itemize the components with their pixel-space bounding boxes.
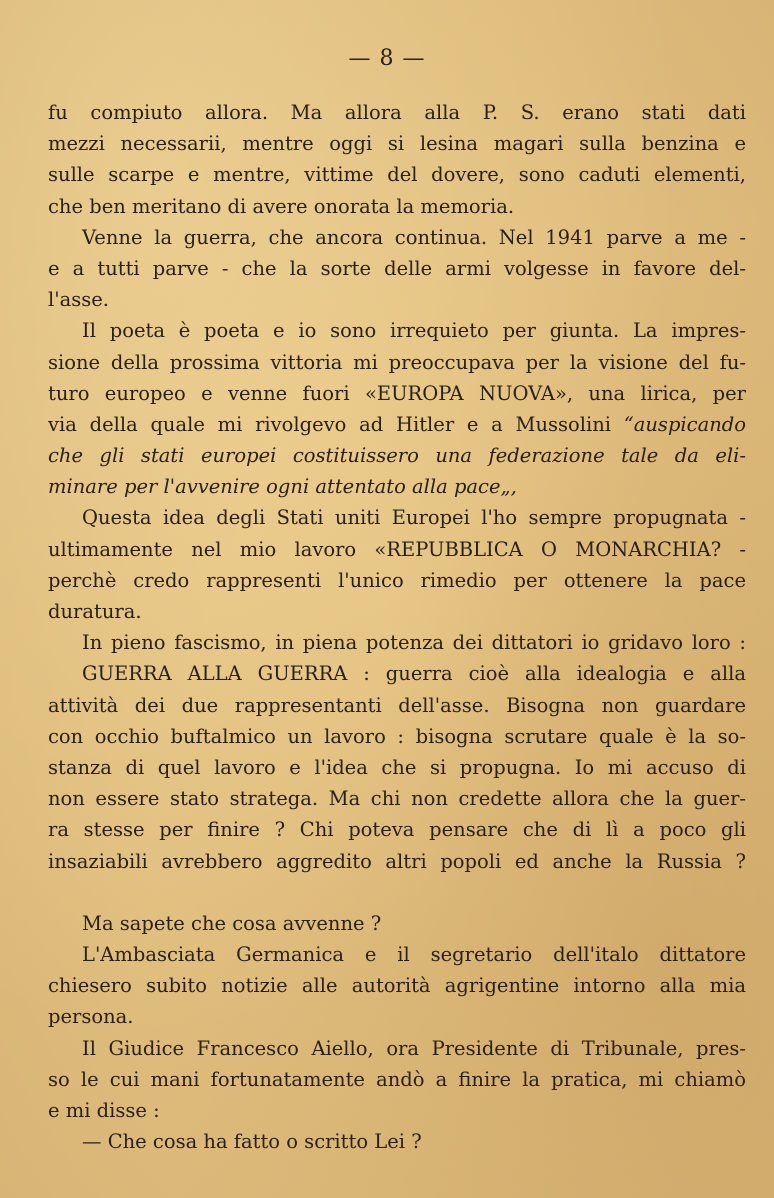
text-line: duratura.: [48, 600, 142, 623]
text-line: non essere stato stratega. Ma chi non credette allora che la guer-: [48, 787, 746, 811]
text-line: mezzi necessarii, mentre oggi si lesina magari sulla benzina e: [48, 132, 746, 156]
text-line: ra stesse per finire ? Chi poteva pensare che di lì a poco gli: [48, 818, 746, 842]
text-line: so le cui mani fortunatamente andò a finire la pratica, mi chiamò: [48, 1067, 746, 1091]
text-line: sulle scarpe e mentre, vittime del dovere, sono caduti elementi,: [48, 163, 746, 187]
text-line: fu compiuto allora. Ma allora alla P. S. erano stati dati: [48, 101, 746, 124]
text-line-italic: che gli stati europei costituissero una federazione tale da eli-: [48, 444, 746, 468]
text-roman: via della quale mi rivolgevo ad Hitler e a Mussolini: [48, 412, 624, 436]
body-text: [48, 97, 746, 1157]
text-line: sione della prossima vittoria mi preoccupava per la visione del fu-: [48, 350, 746, 374]
text-line: e a tutti parve - che la sorte delle armi volgesse in favore del-: [48, 256, 746, 280]
text-line-italic: minare per l'avvenire ogni attentato alla pace„,: [48, 475, 517, 499]
text-line: ultimamente nel mio lavoro «REPUBBLICA O MONARCHIA? -: [48, 537, 746, 561]
text-line: Il Giudice Francesco Aiello, ora Presidente di Tribunale, pres-: [82, 1036, 746, 1060]
text-line: — Che cosa ha fatto o scritto Lei ?: [82, 1130, 422, 1154]
text-line: attività dei due rappresentanti dell'asse. Bisogna non guardare: [48, 693, 746, 717]
text-line: perchè credo rappresenti l'unico rimedio per ottenere la pace: [48, 568, 746, 592]
blank-line: [48, 877, 746, 908]
text-line: Ma sapete che cosa avvenne ?: [82, 911, 382, 935]
text-line: In pieno fascismo, in piena potenza dei dittatori io gridavo loro :: [82, 631, 746, 655]
text-line: che ben meritano di avere onorata la memoria.: [48, 194, 515, 218]
text-line: insaziabili avrebbero aggredito altri popoli ed anche la Russia ?: [48, 849, 746, 873]
text-line: con occhio buftalmico un lavoro : bisogna scrutare quale è la so-: [48, 724, 746, 748]
text-line: Venne la guerra, che ancora continua. Nel 1941 parve a me -: [82, 225, 746, 249]
text-line: e mi disse :: [48, 1099, 160, 1122]
text-line: GUERRA ALLA GUERRA : guerra cioè alla idealogia e alla: [82, 662, 746, 686]
text-line: persona.: [48, 1005, 134, 1029]
text-line: stanza di quel lavoro e l'idea che si propugna. Io mi accuso di: [48, 755, 746, 779]
text-line: [48, 409, 746, 440]
text-line: turo europeo e venne fuori «EUROPA NUOVA», una lirica, per: [48, 381, 746, 405]
text-line: Il poeta è poeta e io sono irrequieto per giunta. La impres-: [82, 319, 746, 343]
text-line: Questa idea degli Stati uniti Europei l'ho sempre propugnata -: [82, 506, 746, 530]
text-line: chiesero subito notizie alle autorità agrigentine intorno alla mia: [48, 974, 746, 998]
text-italic: “auspicando: [623, 412, 746, 436]
page-number: — 8 —: [348, 46, 426, 71]
text-line: L'Ambasciata Germanica e il segretario dell'italo dittatore: [82, 943, 746, 967]
text-line: l'asse.: [48, 288, 109, 312]
